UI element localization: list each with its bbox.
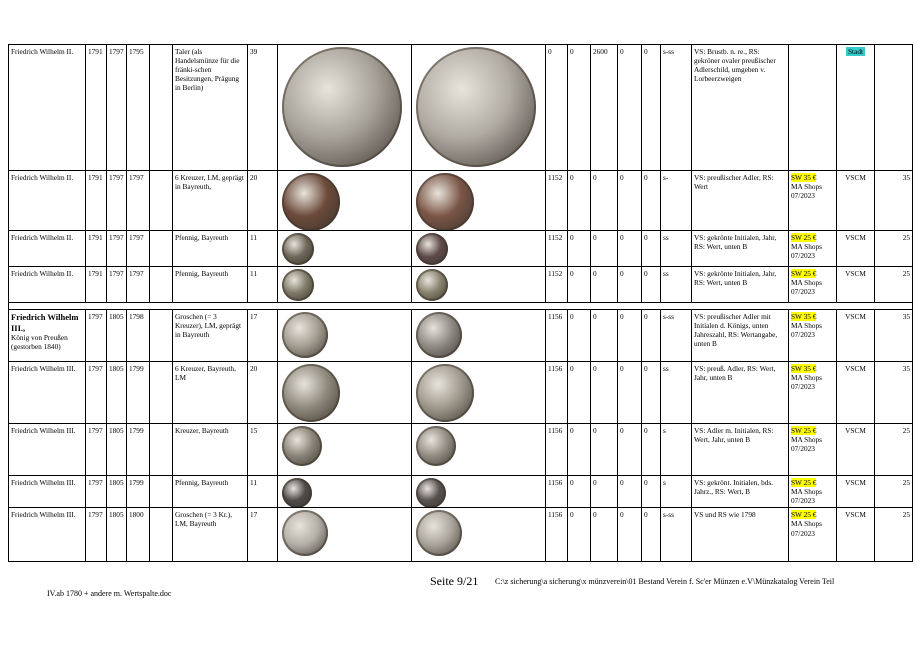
count-cell-1: 1152 — [546, 267, 568, 303]
description-cell: Pfennig, Bayreuth — [173, 231, 248, 267]
holder-cell: VSCM — [837, 508, 875, 562]
count-cell-1: 1156 — [546, 508, 568, 562]
page-number: Seite 9/21 — [430, 574, 479, 588]
coin-reverse-image — [416, 478, 446, 508]
year-to-cell: 1805 — [107, 476, 127, 508]
year-from-cell: 1797 — [86, 362, 107, 424]
holder-cell: VSCM — [837, 362, 875, 424]
reverse-image-cell — [412, 45, 546, 171]
holder-cell: VSCM — [837, 267, 875, 303]
coin-reverse-image — [416, 47, 536, 167]
note-cell: VS: Adler m. Initialen, RS: Wert, Jahr, unten B — [692, 424, 789, 476]
blank-cell — [150, 45, 173, 171]
count-cell-3: 0 — [591, 476, 618, 508]
count-cell-1: 1152 — [546, 231, 568, 267]
count-cell-4: 0 — [618, 362, 642, 424]
coin-reverse-image — [416, 364, 474, 422]
year-to-cell: 1805 — [107, 362, 127, 424]
year-from-cell: 1797 — [86, 424, 107, 476]
note-cell: VS: gekrönte Initialen, Jahr, RS: Wert, unten B — [692, 267, 789, 303]
number-cell — [875, 45, 913, 171]
reverse-image-cell — [412, 508, 546, 562]
coin-reverse-image — [416, 312, 462, 358]
ruler-cell — [9, 310, 86, 362]
table-row — [9, 476, 913, 508]
year-minted-cell: 1795 — [127, 45, 150, 171]
table-row — [9, 424, 913, 476]
year-to-cell: 1797 — [107, 45, 127, 171]
rarity-cell: ss — [661, 362, 692, 424]
count-cell-4: 0 — [618, 171, 642, 231]
value-date: 07/2023 — [791, 191, 815, 201]
count-cell-1: 0 — [546, 45, 568, 171]
table-spacer-row — [9, 303, 913, 310]
file-path: C:\z sicherung\a sicherung\x münzverein\01 Bestand Verein f. Sc'er Münzen e.V\Münzkatalog Verein Teil — [495, 577, 835, 586]
reverse-image-cell — [412, 424, 546, 476]
note-cell: VS: gekrönt. Initialen, bds. Jahrz., RS: Wert, B — [692, 476, 789, 508]
note-cell: VS: preuß. Adler, RS: Wert, Jahr, unten B — [692, 362, 789, 424]
note-cell: VS: preußischer Adler mit Initialen d. Königs, unten Jahreszahl, RS: Wertangabe, unten B — [692, 310, 789, 362]
year-minted-cell: 1797 — [127, 267, 150, 303]
count-cell-4: 0 — [618, 424, 642, 476]
holder-cell: VSCM — [837, 476, 875, 508]
blank-cell — [150, 508, 173, 562]
obverse-image-cell — [278, 171, 412, 231]
rarity-cell: s-ss — [661, 45, 692, 171]
ruler-cell: Friedrich Wilhelm II. — [9, 171, 86, 231]
ruler-cell: Friedrich Wilhelm III. — [9, 508, 86, 562]
shop-name: MA Shops — [791, 278, 823, 288]
reverse-image-cell — [412, 231, 546, 267]
count-cell-2: 0 — [568, 171, 591, 231]
number-cell: 35 — [875, 362, 913, 424]
number-cell: 35 — [875, 310, 913, 362]
count-cell-4: 0 — [618, 476, 642, 508]
size-cell: 11 — [248, 267, 278, 303]
value-cell — [789, 171, 837, 231]
rarity-cell: s — [661, 476, 692, 508]
year-minted-cell: 1799 — [127, 424, 150, 476]
table-row — [9, 310, 913, 362]
coin-obverse-image — [282, 478, 312, 508]
coin-reverse-image — [416, 173, 474, 231]
year-minted-cell: 1797 — [127, 171, 150, 231]
value-highlight: SW 35 € — [791, 312, 817, 321]
coin-reverse-image — [416, 269, 448, 301]
year-to-cell: 1797 — [107, 231, 127, 267]
value-cell — [789, 310, 837, 362]
blank-cell — [150, 362, 173, 424]
holder-cell: VSCM — [837, 231, 875, 267]
year-minted-cell: 1799 — [127, 362, 150, 424]
size-cell: 17 — [248, 310, 278, 362]
number-cell: 25 — [875, 476, 913, 508]
coin-obverse-image — [282, 173, 340, 231]
note-cell: VS: gekrönte Initialen, Jahr, RS: Wert, unten B — [692, 231, 789, 267]
size-cell: 15 — [248, 424, 278, 476]
value-highlight: SW 25 € — [791, 478, 817, 487]
extra-cell — [837, 45, 875, 171]
obverse-image-cell — [278, 476, 412, 508]
table-row — [9, 231, 913, 267]
value-cell — [789, 45, 837, 171]
year-from-cell: 1797 — [86, 310, 107, 362]
value-date: 07/2023 — [791, 528, 815, 538]
count-cell-1: 1156 — [546, 362, 568, 424]
obverse-image-cell — [278, 508, 412, 562]
holder-cell: VSCM — [837, 310, 875, 362]
count-cell-2: 0 — [568, 508, 591, 562]
value-cell — [789, 362, 837, 424]
count-cell-4: 0 — [618, 231, 642, 267]
value-highlight: SW 25 € — [791, 510, 817, 520]
count-cell-1: 1152 — [546, 171, 568, 231]
count-cell-3: 0 — [591, 231, 618, 267]
description-cell: Pfennig, Bayreuth — [173, 267, 248, 303]
count-cell-5: 0 — [642, 45, 661, 171]
count-cell-1: 1156 — [546, 476, 568, 508]
count-cell-2: 0 — [568, 310, 591, 362]
count-cell-5: 0 — [642, 362, 661, 424]
year-minted-cell: 1798 — [127, 310, 150, 362]
reverse-image-cell — [412, 476, 546, 508]
value-date: 07/2023 — [791, 287, 815, 297]
rarity-cell: s-ss — [661, 508, 692, 562]
shop-name: MA Shops — [791, 373, 823, 383]
size-cell: 20 — [248, 362, 278, 424]
table-row — [9, 362, 913, 424]
coin-obverse-image — [282, 510, 328, 556]
count-cell-5: 0 — [642, 476, 661, 508]
table-row — [9, 171, 913, 231]
year-from-cell: 1791 — [86, 267, 107, 303]
shop-name: MA Shops — [791, 182, 823, 192]
rarity-cell: s-ss — [661, 310, 692, 362]
description-cell: Taler (als Handelsmünze für die fränki-schen Besitzungen, Prägung in Berlin) — [173, 45, 248, 171]
ruler-cell: Friedrich Wilhelm II. — [9, 231, 86, 267]
coin-obverse-image — [282, 312, 328, 358]
count-cell-3: 0 — [591, 171, 618, 231]
count-cell-2: 0 — [568, 362, 591, 424]
value-cell — [789, 267, 837, 303]
count-cell-3: 0 — [591, 267, 618, 303]
description-cell: Pfennig, Bayreuth — [173, 476, 248, 508]
blank-cell — [150, 476, 173, 508]
shop-name: MA Shops — [791, 321, 823, 331]
rarity-cell: ss — [661, 231, 692, 267]
year-from-cell: 1791 — [86, 231, 107, 267]
value-highlight: SW 35 € — [791, 364, 817, 373]
shop-name: MA Shops — [791, 519, 823, 529]
number-cell: 25 — [875, 424, 913, 476]
count-cell-2: 0 — [568, 45, 591, 171]
obverse-image-cell — [278, 310, 412, 362]
ruler-name: Friedrich Wilhelm III., — [11, 312, 79, 333]
description-cell: 6 Kreuzer, Bayreuth, LM — [173, 362, 248, 424]
count-cell-1: 1156 — [546, 424, 568, 476]
year-to-cell: 1805 — [107, 508, 127, 562]
count-cell-3: 0 — [591, 310, 618, 362]
rarity-cell: s — [661, 424, 692, 476]
value-cell — [789, 231, 837, 267]
blank-cell — [150, 171, 173, 231]
number-cell: 25 — [875, 231, 913, 267]
ruler-subtitle: König von Preußen (gestorben 1840) — [11, 333, 68, 352]
year-to-cell: 1797 — [107, 171, 127, 231]
value-cell — [789, 508, 837, 562]
shop-name: MA Shops — [791, 487, 823, 497]
holder-cell: VSCM — [837, 424, 875, 476]
size-cell: 11 — [248, 476, 278, 508]
coin-obverse-image — [282, 47, 402, 167]
description-cell: 6 Kreuzer, LM, geprägt in Bayreuth, — [173, 171, 248, 231]
value-date: 07/2023 — [791, 251, 815, 261]
size-cell: 20 — [248, 171, 278, 231]
count-cell-4: 0 — [618, 310, 642, 362]
value-highlight: SW 25 € — [791, 233, 817, 242]
obverse-image-cell — [278, 424, 412, 476]
value-date: 07/2023 — [791, 330, 815, 340]
rarity-cell: s- — [661, 171, 692, 231]
year-minted-cell: 1800 — [127, 508, 150, 562]
blank-cell — [150, 424, 173, 476]
year-from-cell: 1791 — [86, 45, 107, 171]
value-cell — [789, 476, 837, 508]
count-cell-2: 0 — [568, 231, 591, 267]
value-date: 07/2023 — [791, 382, 815, 392]
blank-cell — [150, 231, 173, 267]
note-cell: VS: preußischer Adler, RS: Wert — [692, 171, 789, 231]
value-date: 07/2023 — [791, 496, 815, 506]
reverse-image-cell — [412, 171, 546, 231]
number-cell: 25 — [875, 267, 913, 303]
description-cell: Kreuzer, Bayreuth — [173, 424, 248, 476]
value-highlight: SW 25 € — [791, 426, 817, 435]
shop-name: MA Shops — [791, 242, 823, 252]
ruler-cell: Friedrich Wilhelm II. — [9, 267, 86, 303]
note-cell: VS und RS wie 1798 — [692, 508, 789, 562]
ruler-cell: Friedrich Wilhelm III. — [9, 476, 86, 508]
holder-cell: VSCM — [837, 171, 875, 231]
size-cell: 11 — [248, 231, 278, 267]
year-to-cell: 1805 — [107, 310, 127, 362]
count-cell-5: 0 — [642, 424, 661, 476]
number-cell: 35 — [875, 171, 913, 231]
blank-cell — [150, 310, 173, 362]
size-cell: 17 — [248, 508, 278, 562]
coin-reverse-image — [416, 510, 462, 556]
table-row — [9, 508, 913, 562]
count-cell-4: 0 — [618, 45, 642, 171]
year-from-cell: 1791 — [86, 171, 107, 231]
count-cell-3: 0 — [591, 424, 618, 476]
ruler-cell: Friedrich Wilhelm III. — [9, 424, 86, 476]
obverse-image-cell — [278, 267, 412, 303]
reverse-image-cell — [412, 362, 546, 424]
count-cell-5: 0 — [642, 171, 661, 231]
note-cell: VS: Brustb. n. re., RS: gekröner ovaler preußischer Adlerschild, umgeben v. Lorbeerzweigen — [692, 45, 789, 171]
count-cell-3: 0 — [591, 508, 618, 562]
coin-obverse-image — [282, 233, 314, 265]
count-cell-2: 0 — [568, 476, 591, 508]
coin-obverse-image — [282, 269, 314, 301]
value-date: 07/2023 — [791, 444, 815, 454]
year-from-cell: 1797 — [86, 476, 107, 508]
reverse-image-cell — [412, 310, 546, 362]
ruler-cell: Friedrich Wilhelm II. — [9, 45, 86, 171]
reverse-image-cell — [412, 267, 546, 303]
count-cell-2: 0 — [568, 424, 591, 476]
year-from-cell: 1797 — [86, 508, 107, 562]
count-cell-2: 0 — [568, 267, 591, 303]
value-cell — [789, 424, 837, 476]
rarity-cell: ss — [661, 267, 692, 303]
count-cell-5: 0 — [642, 508, 661, 562]
coin-reverse-image — [416, 426, 456, 466]
stadt-highlight: Stadt — [848, 47, 863, 56]
count-cell-4: 0 — [618, 267, 642, 303]
size-cell: 39 — [248, 45, 278, 171]
count-cell-5: 0 — [642, 310, 661, 362]
year-to-cell: 1805 — [107, 424, 127, 476]
number-cell: 25 — [875, 508, 913, 562]
coin-catalog-table — [8, 44, 913, 562]
file-path-continued: IV.ab 1780 + andere m. Wertspalte.doc — [47, 589, 172, 598]
count-cell-1: 1156 — [546, 310, 568, 362]
count-cell-3: 2600 — [591, 45, 618, 171]
description-cell: Groschen (= 3 Kr.), LM, Bayreuth — [173, 508, 248, 562]
obverse-image-cell — [278, 231, 412, 267]
coin-reverse-image — [416, 233, 448, 265]
count-cell-5: 0 — [642, 231, 661, 267]
year-minted-cell: 1797 — [127, 231, 150, 267]
year-minted-cell: 1799 — [127, 476, 150, 508]
table-row — [9, 45, 913, 171]
value-highlight: SW 25 € — [791, 269, 817, 278]
year-to-cell: 1797 — [107, 267, 127, 303]
value-highlight: SW 35 € — [791, 173, 817, 182]
ruler-cell: Friedrich Wilhelm III. — [9, 362, 86, 424]
obverse-image-cell — [278, 362, 412, 424]
coin-obverse-image — [282, 364, 340, 422]
description-cell: Groschen (= 3 Kreuzer), LM, geprägt in Bayreuth — [173, 310, 248, 362]
shop-name: MA Shops — [791, 435, 823, 445]
blank-cell — [150, 267, 173, 303]
coin-obverse-image — [282, 426, 322, 466]
obverse-image-cell — [278, 45, 412, 171]
count-cell-5: 0 — [642, 267, 661, 303]
count-cell-3: 0 — [591, 362, 618, 424]
table-row — [9, 267, 913, 303]
count-cell-4: 0 — [618, 508, 642, 562]
